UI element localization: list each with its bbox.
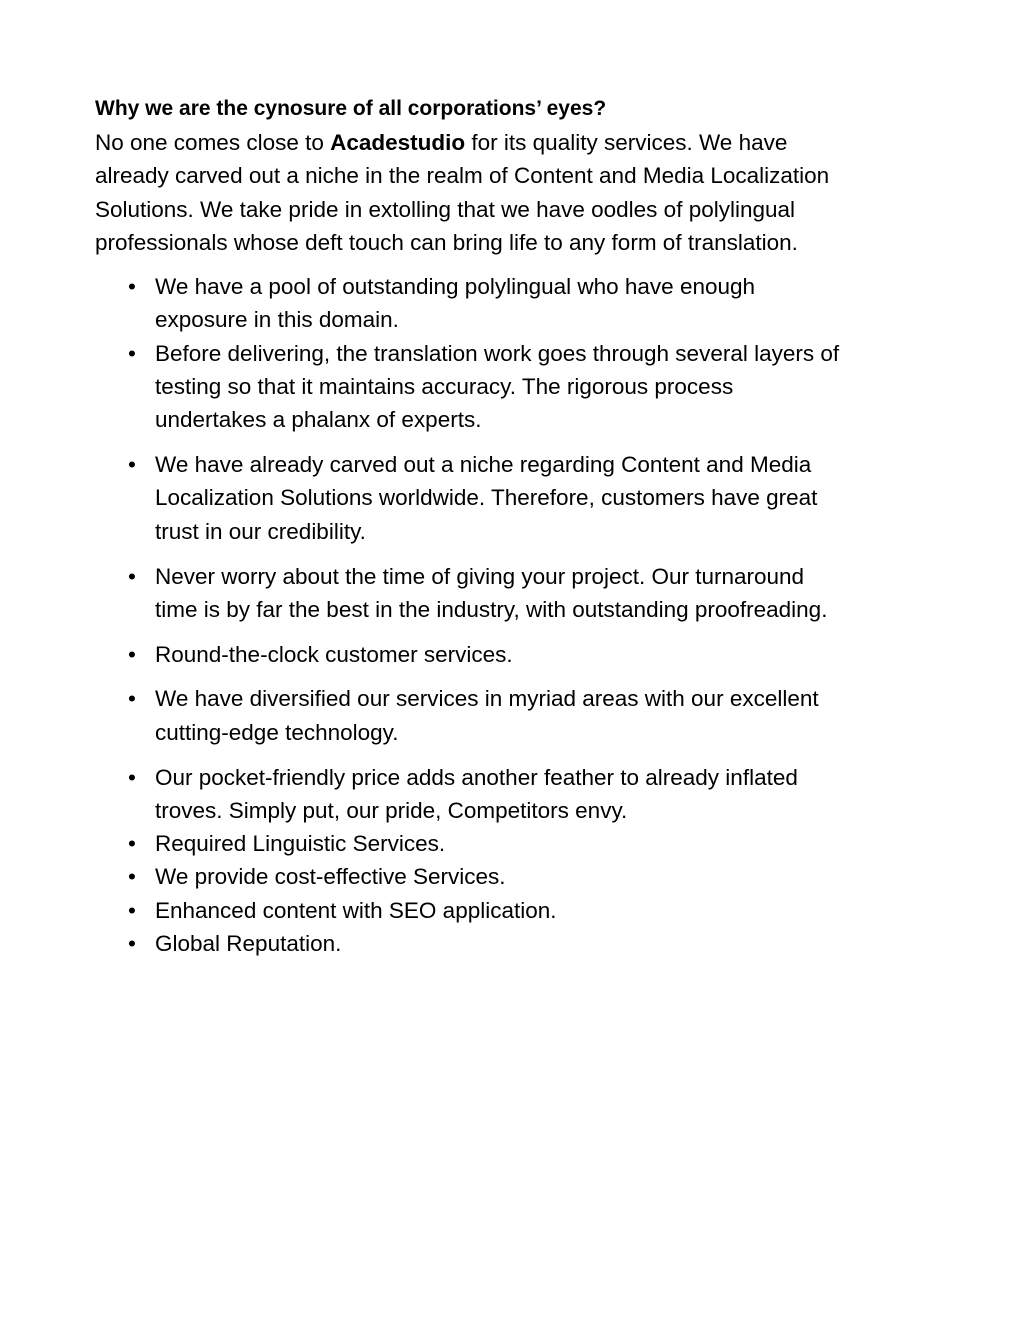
list-item-text: Before delivering, the translation work goes through several layers of testing so that it maintains accuracy. The rigorous process undertakes a phalanx of experts. [155,340,840,433]
list-item-text: Never worry about the time of giving your project. Our turnaround time is by far the best in the industry, with outstanding proofreading. [155,563,828,622]
bullet-icon: • [128,764,136,790]
bullet-icon: • [128,686,136,712]
document-heading: Why we are the cynosure of all corporations’ eyes? [95,97,607,120]
bullet-icon: • [128,563,136,589]
intro-text-after: for its quality services. We have already carved out a niche in the realm of Content and Media Localization Solutions. We take pride in extolling that we have oodles of polylingual professionals whose deft touch can bring life to any form of translation. [95,130,830,255]
list-item [95,927,925,960]
bullet-icon: • [128,340,136,366]
list-item-text: Global Reputation. [155,931,342,957]
list-item-text: We have already carved out a niche regarding Content and Media Localization Solutions worldwide. Therefore, customers have great trust in our credibility. [155,452,818,544]
bullet-list [95,270,925,960]
list-item-text: Required Linguistic Services. [155,831,446,857]
list-item [95,894,925,927]
bullet-icon: • [128,931,136,957]
list-item-text: Enhanced content with SEO application. [155,897,557,923]
bullet-icon: • [128,864,136,890]
bullet-icon: • [128,274,136,300]
document-page [95,94,925,960]
intro-paragraph [95,126,925,259]
bullet-icon: • [128,831,136,857]
list-item [95,270,925,337]
list-item-text: Our pocket-friendly price adds another feather to already inflated troves. Simply put, our pride, Competitors envy. [155,764,798,823]
list-item-text: Round-the-clock customer services. [155,641,513,667]
brand-name: Acadestudio [330,130,466,155]
list-item [95,638,925,671]
list-item-text: We provide cost-effective Services. [155,864,506,890]
list-item [95,827,925,860]
intro-text-before: No one comes close to [95,130,331,155]
bullet-icon: • [128,452,136,478]
bullet-icon: • [128,641,136,667]
list-item [95,761,925,828]
list-item [95,448,925,548]
list-item [95,560,925,627]
list-item-text: We have a pool of outstanding polylingual who have enough exposure in this domain. [155,274,756,333]
list-item-text: We have diversified our services in myriad areas with our excellent cutting-edge technology. [155,686,819,745]
list-item [95,682,925,749]
list-item [95,337,925,437]
list-item [95,860,925,893]
bullet-icon: • [128,897,136,923]
